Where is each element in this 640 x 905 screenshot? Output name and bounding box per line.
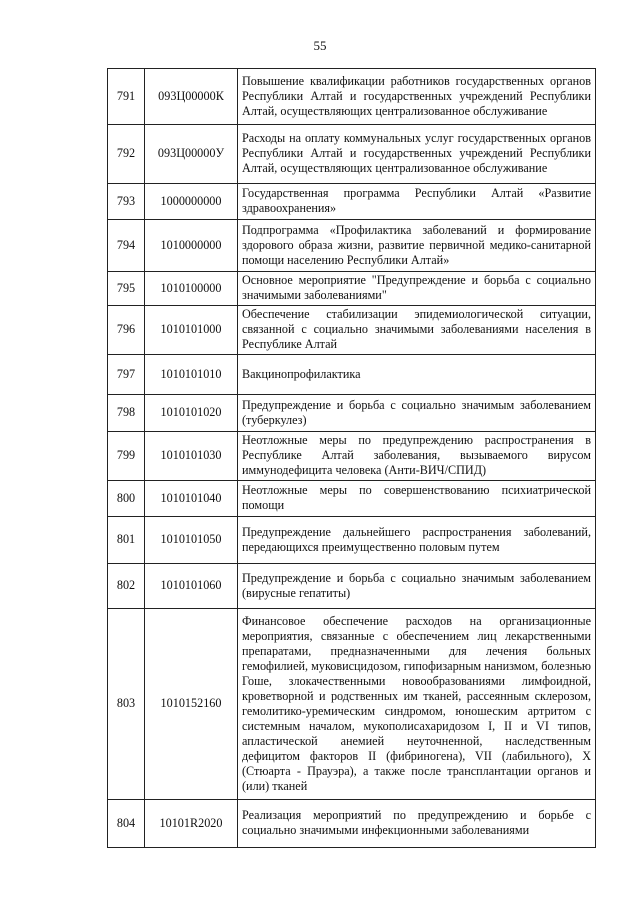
expense-name: Предупреждение дальнейшего распространения заболеваний, передающихся преимущественно половым путем — [238, 517, 596, 564]
table-row — [108, 272, 596, 306]
row-number: 798 — [108, 395, 145, 432]
row-number: 804 — [108, 800, 145, 848]
target-code: 093Ц00000К — [145, 69, 238, 125]
page-number: 55 — [313, 38, 327, 53]
target-code: 1010101050 — [145, 517, 238, 564]
table-row — [108, 481, 596, 517]
target-code: 1010101060 — [145, 564, 238, 609]
table-row — [108, 355, 596, 395]
table-row — [108, 69, 596, 125]
row-number: 792 — [108, 125, 145, 184]
expense-name: Реализация мероприятий по предупреждению и борьбе с социально значимыми инфекционными заболеваниями — [238, 800, 596, 848]
target-code: 1000000000 — [145, 184, 238, 220]
row-number: 803 — [108, 609, 145, 800]
target-code: 1010101040 — [145, 481, 238, 517]
row-number: 799 — [108, 432, 145, 481]
row-number: 797 — [108, 355, 145, 395]
table-row — [108, 609, 596, 800]
expense-name: Вакцинопрофилактика — [238, 355, 596, 395]
row-number: 794 — [108, 220, 145, 272]
expense-name: Основное мероприятие "Предупреждение и борьба с социально значимыми заболеваниями" — [238, 272, 596, 306]
table-row — [108, 395, 596, 432]
expense-name: Расходы на оплату коммунальных услуг государственных органов Республики Алтай и государственных учреждений Республики Алтай, осуществляющих централизованное обслуживание — [238, 125, 596, 184]
row-number: 793 — [108, 184, 145, 220]
expense-name: Предупреждение и борьба с социально значимым заболеванием (туберкулез) — [238, 395, 596, 432]
table-row — [108, 125, 596, 184]
table-row — [108, 306, 596, 355]
target-code: 1010101000 — [145, 306, 238, 355]
target-code: 1010152160 — [145, 609, 238, 800]
target-code: 10101R2020 — [145, 800, 238, 848]
table-row — [108, 517, 596, 564]
expense-name: Государственная программа Республики Алтай «Развитие здравоохранения» — [238, 184, 596, 220]
table-row — [108, 432, 596, 481]
target-code: 1010101010 — [145, 355, 238, 395]
table-row — [108, 220, 596, 272]
table-row — [108, 564, 596, 609]
row-number: 796 — [108, 306, 145, 355]
target-code: 1010100000 — [145, 272, 238, 306]
table-row — [108, 800, 596, 848]
expense-name: Подпрограмма «Профилактика заболеваний и формирование здорового образа жизни, развитие первичной медико-санитарной помощи населению Республики Алтай» — [238, 220, 596, 272]
row-number: 801 — [108, 517, 145, 564]
target-code: 1010000000 — [145, 220, 238, 272]
row-number: 802 — [108, 564, 145, 609]
expense-name: Финансовое обеспечение расходов на организационные мероприятия, связанные с обеспечением лиц лекарственными препаратами, предназначенными для лечения больных гемофилией, муковисцидозом, гипофизарным нанизмом, болезнью Гоше, злокачественными новообразованиями лимфоидной, кроветворной и родственных им тканей, рассеянным склерозом, гемолитико-уремическим синдромом, юношеским артритом с системным началом, мукополисахаридозом I, II и VI типов, апластической анемией неуточненной, наследственным дефицитом факторов II (фибриногена), VII (лабильного), X (Стюарта - Прауэра), а также после трансплантации органов и (или) тканей — [238, 609, 596, 800]
target-code: 1010101020 — [145, 395, 238, 432]
target-code: 1010101030 — [145, 432, 238, 481]
row-number: 795 — [108, 272, 145, 306]
expense-name: Обеспечение стабилизации эпидемиологической ситуации, связанной с социально значимыми заболеваниями населения в Республике Алтай — [238, 306, 596, 355]
row-number: 791 — [108, 69, 145, 125]
expense-name: Предупреждение и борьба с социально значимым заболеванием (вирусные гепатиты) — [238, 564, 596, 609]
expense-name: Повышение квалификации работников государственных органов Республики Алтай и государственных учреждений Республики Алтай, осуществляющих централизованное обслуживание — [238, 69, 596, 125]
budget-classification-table — [107, 68, 596, 848]
row-number: 800 — [108, 481, 145, 517]
expense-name: Неотложные меры по предупреждению распространения в Республике Алтай заболевания, вызываемого вирусом иммунодефицита человека (Анти-ВИЧ/СПИД) — [238, 432, 596, 481]
table-row — [108, 184, 596, 220]
expense-name: Неотложные меры по совершенствованию психиатрической помощи — [238, 481, 596, 517]
target-code: 093Ц00000У — [145, 125, 238, 184]
